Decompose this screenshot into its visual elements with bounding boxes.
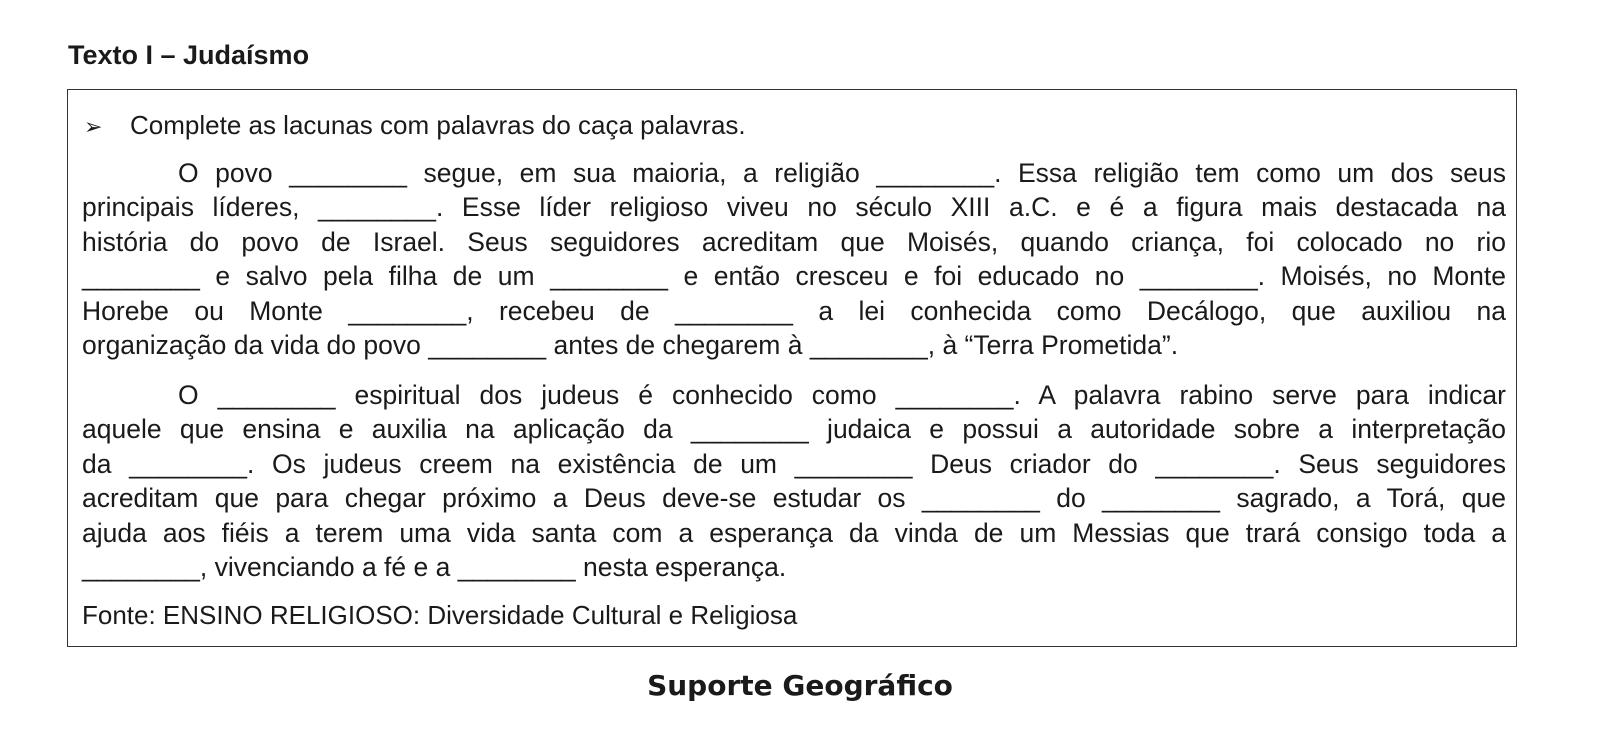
- paragraph-2-line: ajuda aos fiéis a terem uma vida santa com a esperança da vinda de um Messias que trará consigo toda a: [82, 517, 1506, 548]
- section-title: Texto I – Judaísmo: [68, 40, 310, 70]
- source-citation: Fonte: ENSINO RELIGIOSO: Diversidade Cultural e Religiosa: [82, 600, 798, 630]
- instruction: [84, 110, 746, 142]
- paragraph-2-line: aquele que ensina e auxilia na aplicação da ________ judaica e possui a autoridade sobre a interpretação: [82, 414, 1506, 445]
- paragraph-1-line: principais líderes, ________. Esse líder religioso viveu no século XIII a.C. e é a figura mais destacada na: [82, 192, 1506, 223]
- paragraph-2-line: O ________ espiritual dos judeus é conhecido como ________. A palavra rabino serve para indicar: [178, 380, 1506, 410]
- arrow-bullet-icon: ➢: [84, 114, 103, 139]
- paragraph-2-line: da ________. Os judeus creem na existência de um ________ Deus criador do ________. Seus seguidores: [82, 448, 1506, 479]
- bottom-heading: Suporte Geográfico: [647, 669, 953, 702]
- paragraph-1-line: organização da vida do povo ________ antes de chegarem à ________, à “Terra Prometida”.: [82, 330, 1179, 361]
- paragraph-1-line: história do povo de Israel. Seus seguidores acreditam que Moisés, quando criança, foi colocado no rio: [82, 226, 1506, 257]
- paragraph-1-line: ________ e salvo pela filha de um ________ e então cresceu e foi educado no ________. Moisés, no Monte: [82, 261, 1506, 292]
- instruction-text: Complete as lacunas com palavras do caça palavras.: [130, 110, 746, 140]
- paragraph-1-line: Horebe ou Monte ________, recebeu de ________ a lei conhecida como Decálogo, que auxiliou na: [82, 295, 1506, 326]
- paragraph-2-line: acreditam que para chegar próximo a Deus deve-se estudar os ________ do ________ sagrado, a Torá, que: [82, 483, 1506, 514]
- paragraph-1-line: O povo ________ segue, em sua maioria, a religião ________. Essa religião tem como um dos seus: [178, 158, 1506, 188]
- paragraph-2-line: ________, vivenciando a fé e a ________ nesta esperança.: [82, 552, 787, 583]
- paragraph-2: [82, 378, 1506, 584]
- paragraph-1: [82, 156, 1506, 362]
- exercise-box: [67, 89, 1517, 647]
